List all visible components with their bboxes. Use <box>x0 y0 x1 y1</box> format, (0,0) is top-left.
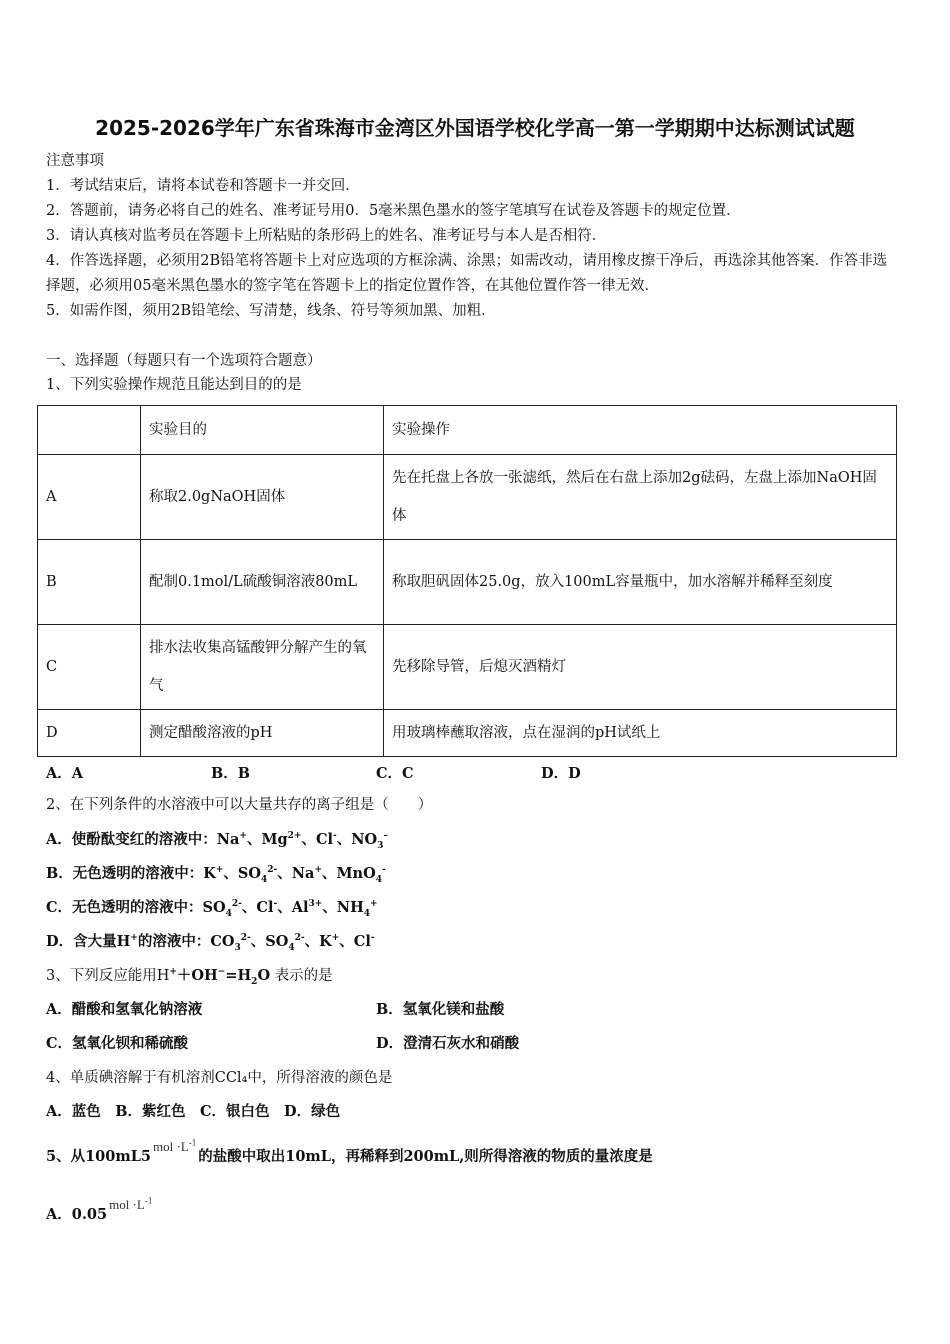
table-row <box>38 455 897 540</box>
q1-option-d: D．D <box>541 765 581 782</box>
q1-stem: 1、下列实验操作规范且能达到目的的是 <box>46 377 302 393</box>
notice-item-4: 4．作答选择题，必须用2B铅笔将答题卡上对应选项的方框涂满、涂黑；如需改动，请用橡皮擦干净后，再选涂其他答案．作答非选择题，必须用05毫米黑色墨水的签字笔在答题卡上的指定位置作答，在其他位置作答一律无效． <box>46 253 888 294</box>
q2-option-d: D．含大量H+的溶液中：$CO_3^{2-}$、$SO_4^{2-}$、K+、Cl- <box>46 933 375 953</box>
q3-option-b: B．氢氧化镁和盐酸 <box>376 1001 505 1018</box>
q3-option-c: C．氢氧化钡和稀硫酸 <box>46 1035 189 1052</box>
table-header-cell <box>38 406 141 455</box>
row-operation: 用玻璃棒蘸取溶液，点在湿润的pH试纸上 <box>384 710 897 757</box>
q5-option-a: A．$0.05mol \cdot L^{-1}$ <box>46 1195 153 1223</box>
q4-options: A．蓝色 B．紫红色 C．银白色 D．绿色 <box>46 1103 341 1120</box>
q1-table <box>37 405 897 757</box>
q1-option-c: C．C <box>376 765 414 782</box>
section-heading: 一、选择题（每题只有一个选项符合题意） <box>46 353 322 369</box>
q4-stem: 4、单质碘溶解于有机溶剂CCl₄中，所得溶液的颜色是 <box>46 1070 393 1086</box>
row-purpose: 排水法收集高锰酸钾分解产生的氧气 <box>141 625 384 710</box>
q2-stem: 2、在下列条件的水溶液中可以大量共存的离子组是（ ） <box>46 797 433 813</box>
q2-option-b: B．无色透明的溶液中：K+、$SO_4^{2-}$、Na+、MnO$_4$- <box>46 865 386 885</box>
row-operation: 先在托盘上各放一张滤纸，然后在右盘上添加2g砝码，左盘上添加NaOH固体 <box>384 455 897 540</box>
row-operation: 先移除导管，后熄灭酒精灯 <box>384 625 897 710</box>
q1-option-a: A．A <box>46 765 84 782</box>
row-label: B <box>38 540 141 625</box>
row-purpose: 称取2.0gNaOH固体 <box>141 455 384 540</box>
table-row <box>38 540 897 625</box>
table-row <box>38 710 897 757</box>
q1-option-b: B．B <box>211 765 251 782</box>
table-row <box>38 625 897 710</box>
page-title: 2025-2026学年广东省珠海市金湾区外国语学校化学高一第一学期期中达标测试试题 <box>95 116 855 140</box>
row-label: A <box>38 455 141 540</box>
q2-option-c: C．无色透明的溶液中：$SO_4^{2-}$、Cl-、$Al^{3+}$、$NH_4^+$ <box>46 899 378 919</box>
row-purpose: 测定醋酸溶液的pH <box>141 710 384 757</box>
q3-option-a: A．醋酸和氢氧化钠溶液 <box>46 1001 203 1018</box>
row-label: D <box>38 710 141 757</box>
row-label: C <box>38 625 141 710</box>
row-purpose: 配制0.1mol/L硫酸铜溶液80mL <box>141 540 384 625</box>
notice-item-3: 3．请认真核对监考员在答题卡上所粘贴的条形码上的姓名、准考证号与本人是否相符． <box>46 228 607 244</box>
notice-heading: 注意事项 <box>46 153 104 169</box>
q5-stem: 5、从$100mL5mol \cdot L^{-1}$的盐酸中取出10mL，再稀释到200mL,则所得溶液的物质的量浓度是 <box>46 1137 653 1165</box>
q3-stem: 3、下列反应能用$H^++OH^-=H_2O$ 表示的是 <box>46 967 333 987</box>
table-header-row <box>38 406 897 455</box>
notice-item-2: 2．答题前，请务必将自己的姓名、准考证号用0．5毫米黑色墨水的签字笔填写在试卷及答题卡的规定位置． <box>46 203 741 219</box>
table-header-cell: 实验操作 <box>384 406 897 455</box>
table-header-cell: 实验目的 <box>141 406 384 455</box>
q3-option-d: D．澄清石灰水和硝酸 <box>376 1035 520 1052</box>
notice-item-1: 1．考试结束后，请将本试卷和答题卡一并交回． <box>46 178 360 194</box>
notice-item-5: 5．如需作图，须用2B铅笔绘、写清楚，线条、符号等须加黑、加粗． <box>46 303 496 319</box>
row-operation: 称取胆矾固体25.0g，放入100mL容量瓶中，加水溶解并稀释至刻度 <box>384 540 897 625</box>
q2-option-a: A．使酚酞变红的溶液中：Na+、$Mg^{2+}$、Cl-、$NO_3^-$ <box>46 831 388 851</box>
